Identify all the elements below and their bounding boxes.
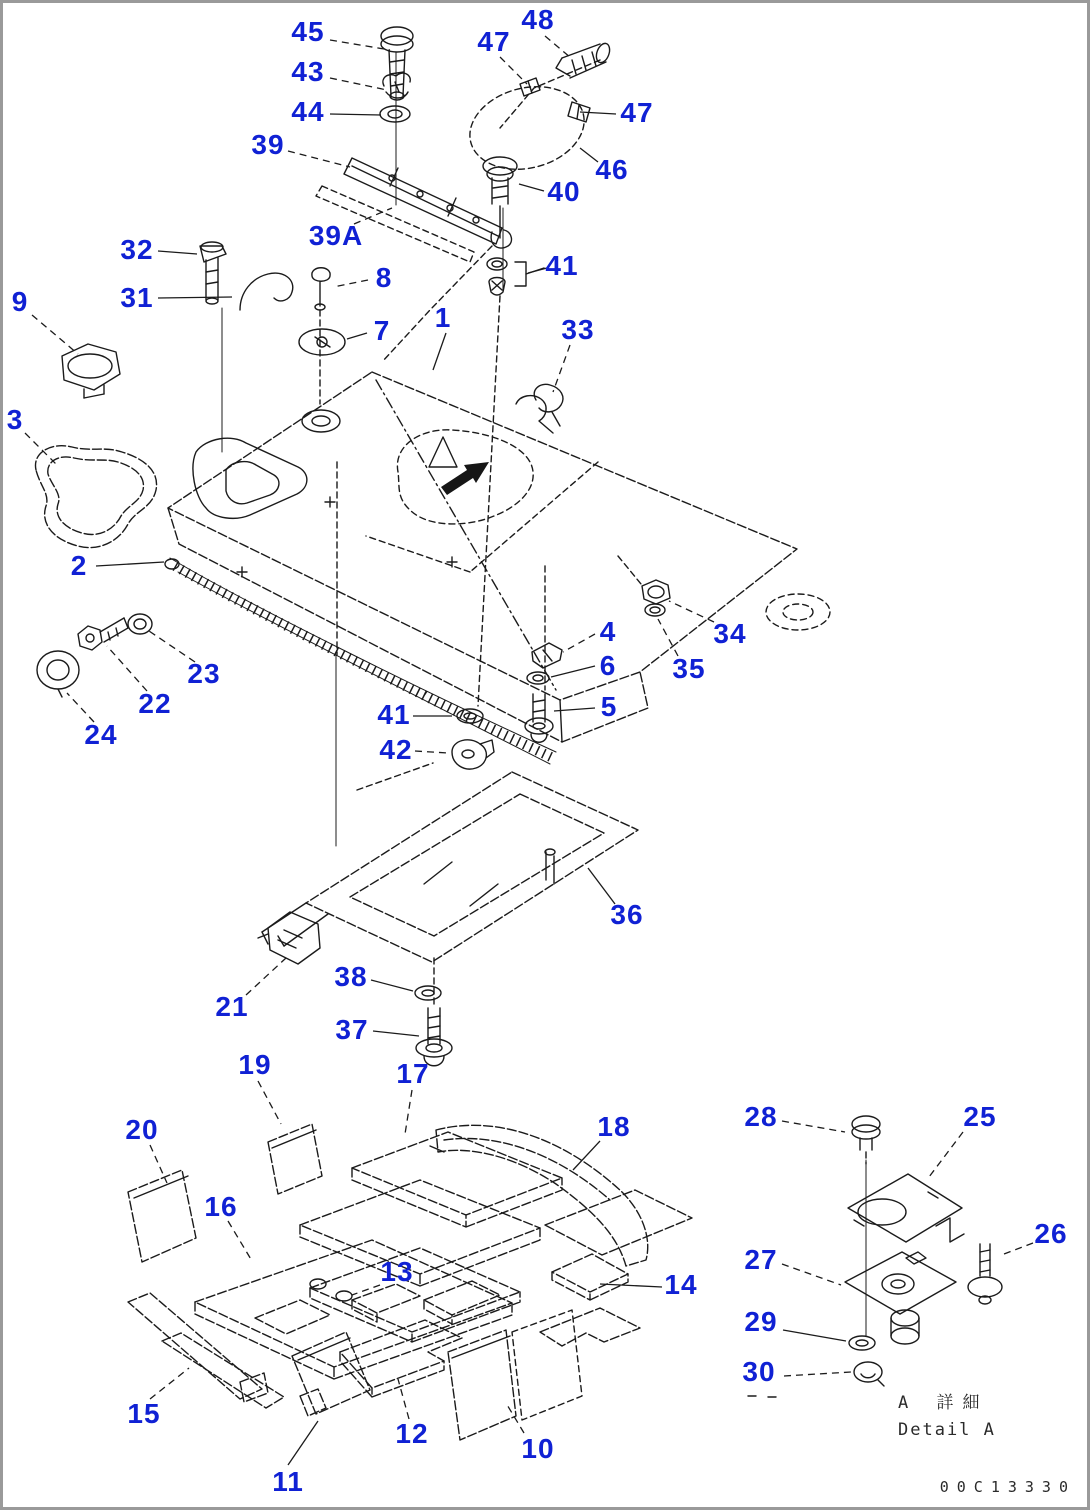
callout-27: 27 bbox=[744, 1244, 778, 1275]
callout-35: 35 bbox=[672, 653, 706, 684]
leader-line-17 bbox=[405, 1090, 412, 1134]
leader-line-20 bbox=[150, 1145, 167, 1183]
callout-34: 34 bbox=[713, 618, 747, 649]
leader-line-30 bbox=[784, 1372, 851, 1376]
leader-line-48 bbox=[545, 36, 571, 58]
callout-5: 5 bbox=[600, 691, 618, 722]
leader-line-5 bbox=[554, 708, 595, 711]
callout-32: 32 bbox=[120, 234, 154, 265]
callout-24: 24 bbox=[84, 719, 118, 750]
leader-line-45 bbox=[330, 40, 390, 50]
leader-line-34 bbox=[669, 601, 714, 622]
leader-line-35 bbox=[658, 619, 678, 656]
detail-caption bbox=[898, 1390, 996, 1444]
leader-line-1 bbox=[433, 333, 446, 370]
leader-line-12 bbox=[398, 1379, 409, 1419]
callout-25: 25 bbox=[963, 1101, 997, 1132]
leader-line-9 bbox=[32, 315, 78, 354]
leader-line-43 bbox=[330, 78, 387, 90]
leader-line-22 bbox=[107, 646, 147, 691]
document-number: 00C13330 bbox=[939, 1478, 1076, 1496]
leader-line-2 bbox=[96, 562, 164, 566]
callout-17: 17 bbox=[396, 1058, 430, 1089]
callout-10: 10 bbox=[521, 1433, 555, 1464]
callout-41: 41 bbox=[377, 699, 411, 730]
callout-21: 21 bbox=[215, 991, 249, 1022]
callout-44: 44 bbox=[291, 96, 325, 127]
leader-line-7 bbox=[347, 333, 367, 339]
callout-38: 38 bbox=[334, 961, 368, 992]
leader-line-42 bbox=[415, 751, 448, 753]
leader-line-13 bbox=[352, 1285, 380, 1295]
callout-36: 36 bbox=[610, 899, 644, 930]
callout-47: 47 bbox=[477, 26, 511, 57]
leader-line-31 bbox=[158, 297, 232, 298]
callout-12: 12 bbox=[395, 1418, 429, 1449]
leader-line-39 bbox=[288, 151, 350, 167]
leader-line-28 bbox=[782, 1121, 845, 1132]
leader-line-4 bbox=[563, 634, 595, 652]
callout-41: 41 bbox=[545, 250, 579, 281]
callout-39: 39 bbox=[251, 129, 285, 160]
leader-line-18 bbox=[573, 1141, 600, 1170]
callout-23: 23 bbox=[187, 658, 221, 689]
detail-caption-jp: A 詳細 bbox=[898, 1393, 989, 1413]
callout-42: 42 bbox=[379, 734, 413, 765]
callout-1: 1 bbox=[434, 302, 452, 333]
detail-caption-en: Detail A bbox=[898, 1420, 996, 1440]
callout-26: 26 bbox=[1034, 1218, 1068, 1249]
callout-29: 29 bbox=[744, 1306, 778, 1337]
callout-6: 6 bbox=[599, 650, 617, 681]
callout-11: 11 bbox=[272, 1466, 304, 1497]
callout-2: 2 bbox=[70, 550, 88, 581]
leader-line-24 bbox=[67, 693, 94, 722]
callout-4: 4 bbox=[599, 616, 617, 647]
callout-46: 46 bbox=[595, 154, 629, 185]
callout-20: 20 bbox=[125, 1114, 159, 1145]
leader-line-40 bbox=[519, 184, 544, 191]
callout-28: 28 bbox=[744, 1101, 778, 1132]
leader-line-37 bbox=[373, 1031, 419, 1036]
callout-31: 31 bbox=[120, 282, 154, 313]
callout-30: 30 bbox=[742, 1356, 776, 1387]
leader-line-47 bbox=[580, 112, 616, 114]
callout-45: 45 bbox=[291, 16, 325, 47]
callout-18: 18 bbox=[597, 1111, 631, 1142]
callout-13: 13 bbox=[380, 1256, 414, 1287]
callout-7: 7 bbox=[373, 315, 391, 346]
leader-line-15 bbox=[150, 1368, 189, 1399]
leader-line-16 bbox=[228, 1221, 252, 1261]
callout-14: 14 bbox=[664, 1269, 698, 1300]
leader-line-32 bbox=[158, 251, 197, 254]
leader-line-44 bbox=[330, 114, 381, 115]
leader-line-41 bbox=[528, 268, 547, 273]
leader-line-26 bbox=[1004, 1243, 1033, 1254]
callout-19: 19 bbox=[238, 1049, 272, 1080]
leader-line-25 bbox=[929, 1132, 963, 1177]
leader-line-27 bbox=[782, 1264, 841, 1285]
callout-37: 37 bbox=[335, 1014, 369, 1045]
leader-line-38 bbox=[371, 980, 413, 991]
callout-8: 8 bbox=[375, 262, 393, 293]
callout-43: 43 bbox=[291, 56, 325, 87]
callout-47: 47 bbox=[620, 97, 654, 128]
leader-line-6 bbox=[551, 666, 595, 677]
callout-9: 9 bbox=[11, 286, 29, 317]
callout-22: 22 bbox=[138, 688, 172, 719]
callout-16: 16 bbox=[204, 1191, 238, 1222]
leader-line-21 bbox=[246, 958, 286, 995]
callout-40: 40 bbox=[547, 176, 581, 207]
leader-line-3 bbox=[25, 433, 58, 466]
leader-line-8 bbox=[333, 280, 368, 287]
callout-48: 48 bbox=[521, 4, 555, 35]
callout-15: 15 bbox=[127, 1398, 161, 1429]
leader-line-47 bbox=[500, 57, 527, 84]
callout-39A: 39A bbox=[308, 220, 364, 251]
leader-line-11 bbox=[288, 1421, 318, 1465]
callout-33: 33 bbox=[561, 314, 595, 345]
leader-line-29 bbox=[783, 1330, 846, 1341]
callout-3: 3 bbox=[6, 404, 24, 435]
leader-line-33 bbox=[553, 345, 570, 392]
leader-line-10 bbox=[506, 1403, 524, 1433]
leader-line-19 bbox=[258, 1081, 281, 1124]
leader-line-14 bbox=[600, 1284, 662, 1287]
